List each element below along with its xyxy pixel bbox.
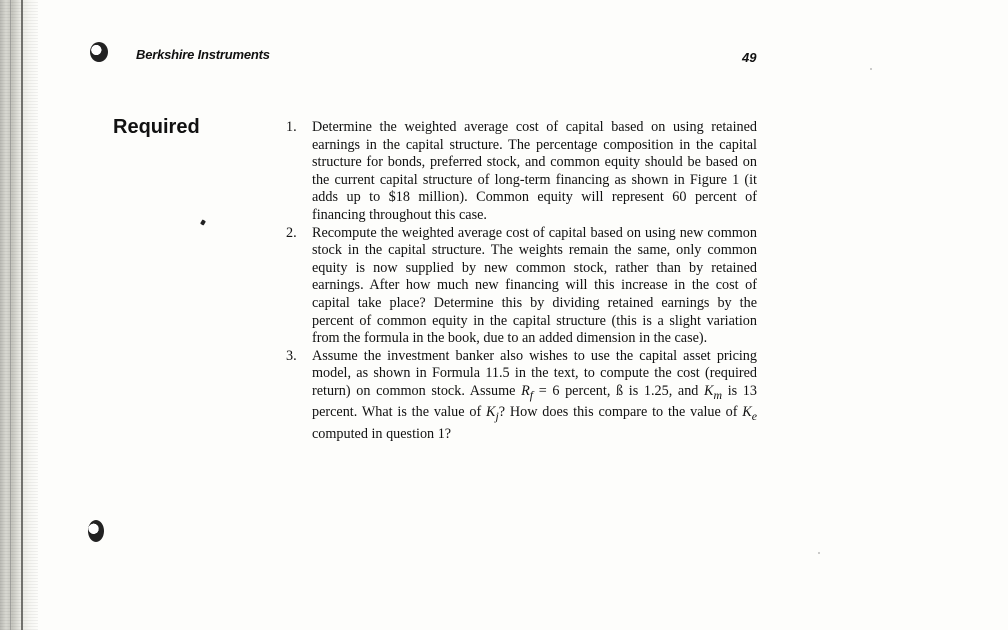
text-segment: = 6 percent, ß is 1.25, and xyxy=(533,382,705,399)
text-segment: ? How does this compare to the value of xyxy=(498,404,743,421)
symbol-r: R xyxy=(521,382,530,399)
ink-mark xyxy=(200,219,206,225)
question-text: Determine the weighted average cost of capital based on using retained earnings in the capital structure. The percentage composition in the capital structure for bonds, preferred stock, and common equity should be based on the current capital structure of long-term financing as shown in Figure 1 (it adds up to $18 million). Common equity will represent 60 percent of financing throughout this case. xyxy=(312,119,757,223)
symbol-k: K xyxy=(486,404,496,421)
binding-line xyxy=(21,0,23,630)
punch-hole-icon xyxy=(90,42,108,62)
scanned-binding-edge xyxy=(0,0,38,630)
question-number: 2. xyxy=(286,224,297,241)
subscript-e: e xyxy=(751,409,757,424)
question-list xyxy=(283,119,757,443)
text-segment: is 13 percent. What is the value of xyxy=(312,382,757,421)
section-heading: Required xyxy=(113,116,200,138)
subscript-j: j xyxy=(495,409,499,424)
question-item xyxy=(283,119,757,225)
scan-speck xyxy=(818,552,820,554)
scan-speck xyxy=(870,68,872,70)
binding-shadow-line xyxy=(10,0,11,630)
question-item xyxy=(283,225,757,348)
text-segment: computed in question 1? xyxy=(312,425,452,442)
question-item xyxy=(283,348,757,444)
symbol-k: K xyxy=(742,404,752,421)
subscript-f: f xyxy=(529,387,534,402)
running-header-title: Berkshire Instruments xyxy=(136,47,270,62)
question-number: 3. xyxy=(286,347,297,364)
question-number: 1. xyxy=(286,119,297,135)
text-segment: Assume the investment banker also wishes to use the capital asset pricing model, as shown in Formula 11.5 in the text, to compute the cost (required return) on common stock. Assume xyxy=(312,347,757,399)
question-text: Recompute the weighted average cost of capital based on using new common stock in the capital structure. The weights remain the same, only common equity is now supplied by new common stock, rather than by retained earnings. After how much new financing will this increase in the cost of capital take place? Determine this by dividing retained earnings by the percent of common equity in the capital structure (this is a slight variation from the formula in the book, due to an added dimension in the case). xyxy=(312,224,757,347)
symbol-k: K xyxy=(704,382,714,399)
page-number: 49 xyxy=(742,50,757,65)
question-text xyxy=(312,348,757,442)
subscript-m: m xyxy=(713,387,723,402)
punch-hole-icon xyxy=(88,520,104,542)
